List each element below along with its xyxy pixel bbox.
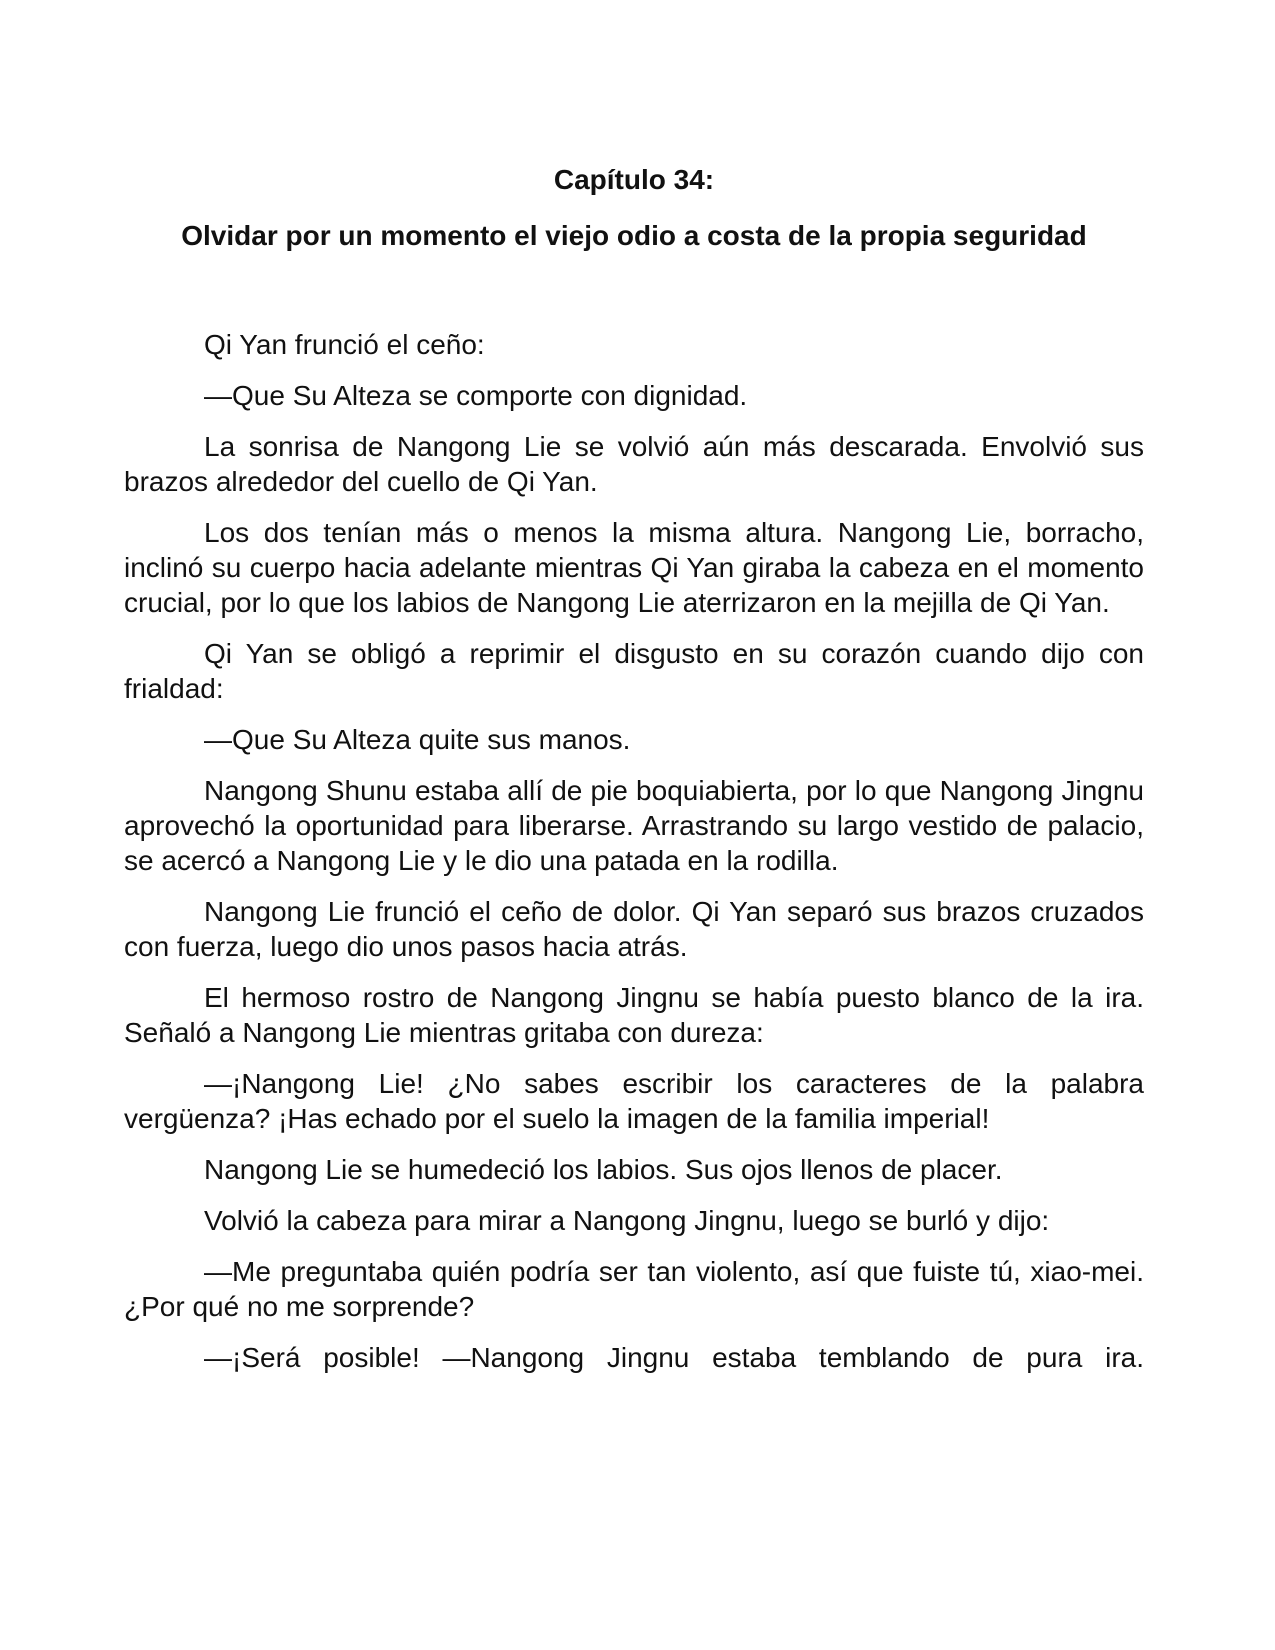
paragraph: —Que Su Alteza se comporte con dignidad. <box>204 380 748 411</box>
paragraph: Qi Yan frunció el ceño: <box>204 329 485 360</box>
paragraph: —Que Su Alteza quite sus manos. <box>204 724 631 755</box>
paragraph: Nangong Shunu estaba allí de pie boquiabierta, por lo que Nangong Jingnu aprovechó la oportunidad para liberarse. Arrastrando su largo vestido de palacio, se acercó a Nangong Lie y le dio una patada en la rodilla. <box>124 775 1144 876</box>
paragraph: Volvió la cabeza para mirar a Nangong Jingnu, luego se burló y dijo: <box>204 1205 1050 1236</box>
paragraph: Nangong Lie frunció el ceño de dolor. Qi Yan separó sus brazos cruzados con fuerza, luego dio unos pasos hacia atrás. <box>124 896 1144 962</box>
paragraph: Los dos tenían más o menos la misma altura. Nangong Lie, borracho, inclinó su cuerpo hacia adelante mientras Qi Yan giraba la cabeza en el momento crucial, por lo que los labios de Nangong Lie aterrizaron en la mejilla de Qi Yan. <box>124 517 1144 618</box>
paragraph: La sonrisa de Nangong Lie se volvió aún más descarada. Envolvió sus brazos alrededor del cuello de Qi Yan. <box>124 431 1144 497</box>
chapter-number: Capítulo 34: <box>553 164 715 195</box>
paragraph: Qi Yan se obligó a reprimir el disgusto en su corazón cuando dijo con frialdad: <box>124 638 1144 704</box>
chapter-title: Olvidar por un momento el viejo odio a costa de la propia seguridad <box>181 220 1087 251</box>
chapter-body <box>124 327 1144 1375</box>
document-page <box>124 0 1144 1650</box>
paragraph: —¡Será posible! —Nangong Jingnu estaba temblando de pura ira. <box>204 1342 1144 1373</box>
paragraph: —¡Nangong Lie! ¿No sabes escribir los caracteres de la palabra vergüenza? ¡Has echado por el suelo la imagen de la familia imperial! <box>124 1068 1144 1134</box>
paragraph: Nangong Lie se humedeció los labios. Sus ojos llenos de placer. <box>204 1154 1003 1185</box>
paragraph: —Me preguntaba quién podría ser tan violento, así que fuiste tú, xiao-mei. ¿Por qué no me sorprende? <box>124 1256 1144 1322</box>
paragraph: El hermoso rostro de Nangong Jingnu se había puesto blanco de la ira. Señaló a Nangong Lie mientras gritaba con dureza: <box>124 982 1144 1048</box>
